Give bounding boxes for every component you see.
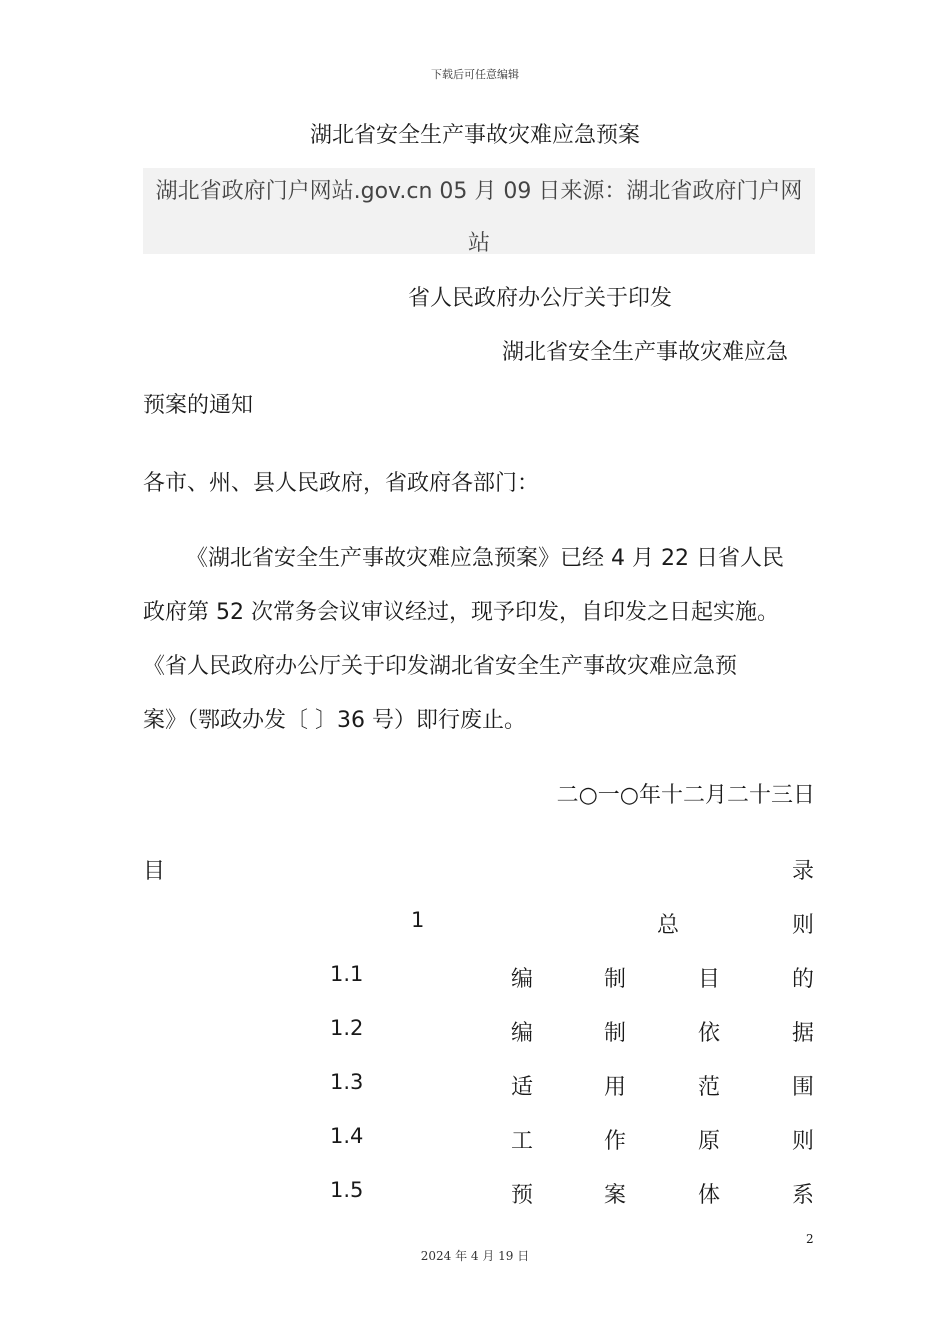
- toc-heading-right: 录: [792, 859, 815, 884]
- toc-entry-char: 则: [792, 1129, 815, 1154]
- toc-entry-char: 用: [604, 1075, 627, 1100]
- toc-chapter-char: 则: [792, 913, 815, 938]
- toc-entry-char: 据: [792, 1021, 815, 1046]
- toc-entry-number: 1.4: [330, 1124, 364, 1148]
- toc-entry-char: 原: [698, 1129, 721, 1154]
- toc-entry-char: 作: [604, 1129, 627, 1154]
- toc-chapter-number: 1: [411, 908, 425, 932]
- toc-entry-char: 案: [604, 1183, 627, 1208]
- toc-entry-char: 适: [511, 1075, 534, 1100]
- source-info-block: [143, 168, 815, 254]
- toc-entry-char: 范: [698, 1075, 721, 1100]
- toc-entry-number: 1.3: [330, 1070, 364, 1094]
- page-number: 2: [806, 1232, 814, 1246]
- toc-entry-char: 制: [604, 967, 627, 992]
- issue-date: 二○一○年十二月二十三日: [556, 783, 815, 808]
- toc-entry-number: 1.5: [330, 1178, 364, 1202]
- toc-entry-char: 预: [511, 1183, 534, 1208]
- toc-entry-char: 编: [511, 967, 534, 992]
- toc-entry-number: 1.1: [330, 962, 364, 986]
- body-text-line-3: 《省人民政府办公厅关于印发湖北省安全生产事故灾难应急预: [143, 654, 738, 679]
- body-text-line-2: 政府第 52 次常务会议审议经过，现予印发，自印发之日起实施。: [143, 600, 779, 625]
- body-text-line-1: 《湖北省安全生产事故灾难应急预案》已经 4 月 22 日省人民: [186, 546, 784, 571]
- toc-entry-char: 编: [511, 1021, 534, 1046]
- page-footer: 2024 年 4 月 19 日: [420, 1249, 530, 1263]
- toc-heading-left: 目: [143, 859, 166, 884]
- toc-chapter-char: 总: [657, 913, 680, 938]
- toc-entry-char: 的: [792, 967, 815, 992]
- toc-entry-char: 工: [511, 1129, 534, 1154]
- document-title: 湖北省安全生产事故灾难应急预案: [309, 123, 640, 148]
- toc-entry-char: 系: [792, 1183, 815, 1208]
- toc-entry-char: 围: [792, 1075, 815, 1100]
- page-header: 下载后可任意编辑: [431, 68, 519, 81]
- toc-entry-number: 1.2: [330, 1016, 364, 1040]
- toc-entry-char: 体: [698, 1183, 721, 1208]
- toc-entry-char: 依: [698, 1021, 721, 1046]
- toc-entry-char: 制: [604, 1021, 627, 1046]
- notice-title-line-1: 省人民政府办公厅关于印发: [408, 286, 673, 311]
- salutation: 各市、州、县人民政府，省政府各部门：: [143, 471, 540, 496]
- notice-title-line-2: 湖北省安全生产事故灾难应急: [502, 340, 789, 365]
- notice-title-line-3: 预案的通知: [143, 393, 254, 418]
- toc-entry-char: 目: [698, 967, 721, 992]
- body-text-line-4: 案》（鄂政办发〔 〕36 号）即行废止。: [143, 708, 526, 733]
- source-line-continued: 站: [467, 231, 490, 256]
- source-line: 湖北省政府门户网站.gov.cn 05 月 09 日来源：湖北省政府门户网: [155, 179, 803, 204]
